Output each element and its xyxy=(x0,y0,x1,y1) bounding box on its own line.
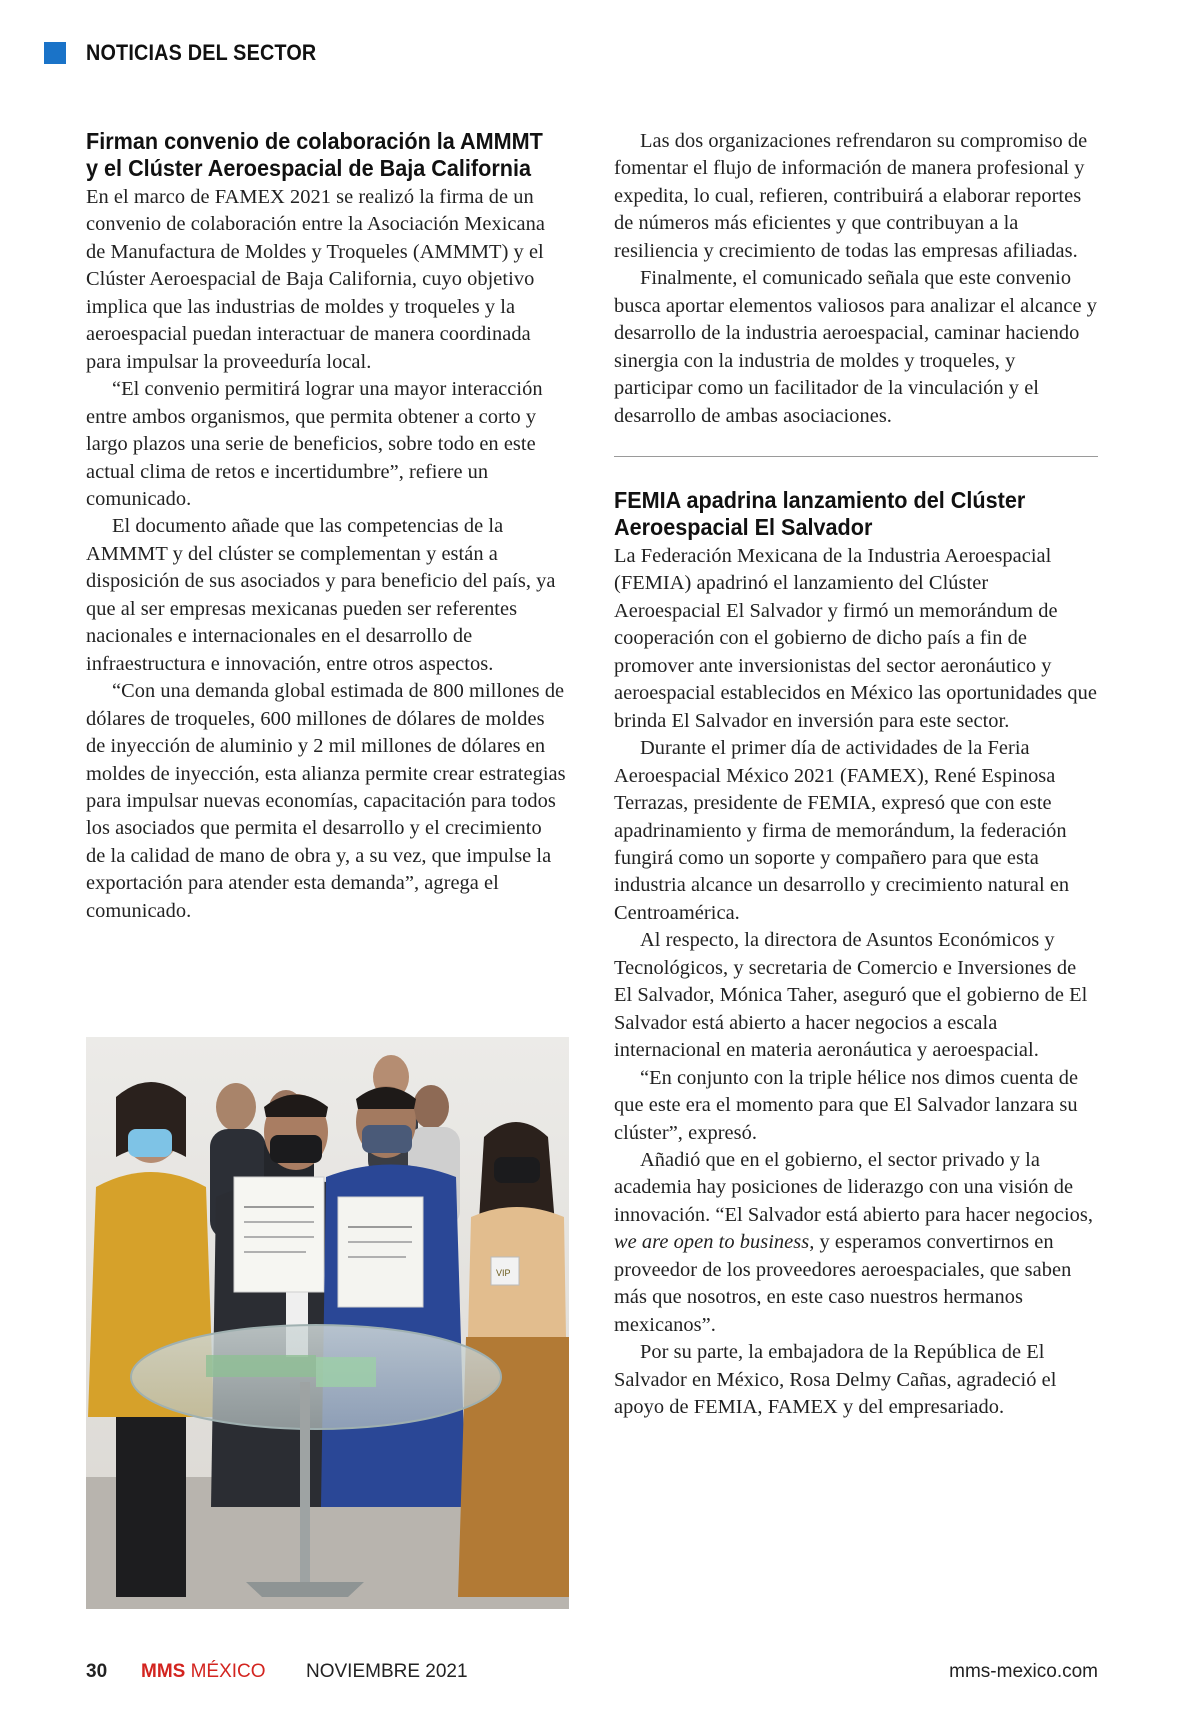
article1-paragraph: “Con una demanda global estimada de 800 millones de dólares de troqueles, 600 millones de dólares de moldes de inyección de aluminio y 2 mil millones de dólares en moldes de inyección, esta alianza permite crear estrategias para impulsar nuevas economías, capacitación para todos los asociados que permita el desarrollo y el crecimiento de la calidad de mano de obra y, a su vez, que impulse la exportación para atender esta demanda”, agrega el comunicado. xyxy=(86,680,566,922)
brand-rest: MÉXICO xyxy=(190,1661,266,1682)
article-divider xyxy=(614,456,1098,457)
event-photo-illustration xyxy=(86,1037,569,1609)
article1-body xyxy=(86,184,566,925)
article1-paragraph: Finalmente, el comunicado señala que este convenio busca aportar elementos valiosos para analizar el alcance y desarrollo de la industria aeroespacial, caminar haciendo sinergia con la industria de moldes y troqueles, y participar como un facilitador de la vinculación y el desarrollo de ambas asociaciones. xyxy=(614,267,1098,427)
article1-paragraph: “El convenio permitirá lograr una mayor interacción entre ambos organismos, que permita obtener a corto y largo plazos una serie de beneficios, sobre todo en este actual clima de retos e incertidumbre”, refiere un comunicado. xyxy=(86,378,543,510)
article1-title-line1: Firman convenio de colaboración la AMMMT xyxy=(86,128,543,154)
event-photo xyxy=(86,1037,569,1609)
article1-continuation xyxy=(614,128,1098,430)
article2-paragraph: Durante el primer día de actividades de la Feria Aeroespacial México 2021 (FAMEX), René Espinosa Terrazas, presidente de FEMIA, expresó que con este apadrinamiento y firma de memorándum, la federación fungirá como un soporte y compañero para que esta industria alcance un desarrollo y crecimiento natural en Centroamérica. xyxy=(614,737,1070,924)
section-header xyxy=(44,40,342,66)
article1-title-line2: y el Clúster Aeroespacial de Baja California xyxy=(86,155,531,181)
magazine-brand xyxy=(141,1661,266,1683)
article2-title-line1: FEMIA apadrina lanzamiento del Clúster xyxy=(614,486,1026,513)
section-marker-square xyxy=(44,42,66,64)
article2-title-line2: Aeroespacial El Salvador xyxy=(614,513,873,540)
vip-badge-text: VIP xyxy=(496,1268,511,1278)
article1-paragraph: El documento añade que las competencias de la AMMMT y del clúster se complementan y están a disposición de sus asociados y para beneficio del país, ya que al ser empresas mexicanas pueden ser referentes nacionales e internacionales en el desarrollo de infraestructura e innovación, entre otros aspectos. xyxy=(86,515,556,675)
article2-paragraph: “En conjunto con la triple hélice nos dimos cuenta de que este era el momento para que El Salvador lanzara su clúster”, expresó. xyxy=(614,1066,1079,1144)
article2-p5-end: y esperamos convertirnos en proveedor de los proveedores aeroespaciales, que saben más que nosotros, en este caso nuestros hermanos mexicanos”. xyxy=(614,1231,1072,1336)
left-column xyxy=(86,128,566,925)
article1-headline xyxy=(86,128,563,182)
page-footer xyxy=(86,1661,1098,1691)
article1-paragraph: Las dos organizaciones refrendaron su compromiso de fomentar el flujo de información de manera profesional y expedita, lo cual, refieren, contribuirá a elaborar reportes de números más eficientes y que contribuyan a la resiliencia y crecimiento de todas las empresas afiliadas. xyxy=(614,130,1088,262)
article2-paragraph xyxy=(614,1147,1098,1339)
article2-p5-start: Añadió que en el gobierno, el sector privado y la academia hay posiciones de liderazgo con una visión de innovación. “El Salvador está abierto para hacer negocios, xyxy=(614,1148,1094,1226)
issue-date: NOVIEMBRE 2021 xyxy=(306,1661,468,1682)
article2-p5-italic: we are open to business, xyxy=(614,1231,815,1254)
article1-paragraph: En el marco de FAMEX 2021 se realizó la firma de un convenio de colaboración entre la Asociación Mexicana de Manufactura de Moldes y Troqueles (AMMMT) y el Clúster Aeroespacial de Baja California, cuyo objetivo implica que las industrias de moldes y troqueles y la aeroespacial puedan interactuar de manera coordinada para impulsar la proveeduría local. xyxy=(86,186,545,373)
article2-paragraph: Por su parte, la embajadora de la República de El Salvador en México, Rosa Delmy Cañas, agradeció el apoyo de FEMIA, FAMEX y del empresariado. xyxy=(614,1341,1057,1419)
article2-body xyxy=(614,543,1098,1422)
page-number: 30 xyxy=(86,1661,108,1682)
right-column xyxy=(614,128,1098,1421)
brand-bold: MMS xyxy=(141,1661,186,1682)
article2-paragraph: Al respecto, la directora de Asuntos Económicos y Tecnológicos, y secretaria de Comercio e Inversiones de El Salvador, Mónica Taher, aseguró que el gobierno de El Salvador está abierto a hacer negocios a escala internacional en materia aeronáutica y aeroespacial. xyxy=(614,929,1088,1062)
section-label: NOTICIAS DEL SECTOR xyxy=(86,40,317,65)
website-link[interactable]: mms-mexico.com xyxy=(949,1661,1098,1682)
article2-headline xyxy=(614,487,1095,541)
article2-paragraph: La Federación Mexicana de la Industria Aeroespacial (FEMIA) apadrinó el lanzamiento del Clúster Aeroespacial El Salvador y firmó un memorándum de cooperación con el gobierno de dicho país a fin de promover ante inversionistas del sector aeronáutico y aeroespacial establecidos en México las oportunidades que brinda El Salvador en inversión para este sector. xyxy=(614,544,1097,732)
